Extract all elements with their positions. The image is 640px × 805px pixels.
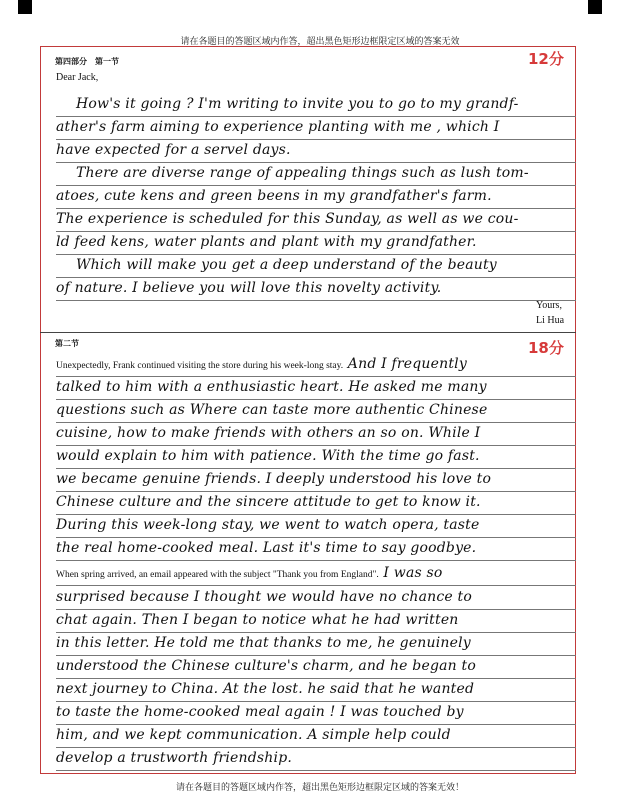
prompt-sentence-1: Unexpectedly, Frank continued visiting the store during his week-long stay.: [56, 361, 344, 371]
letter-line: ld feed kens, water plants and plant with my grandfather.: [56, 232, 576, 255]
handwritten-text: I was so: [383, 565, 443, 581]
continuation-line: During this week-long stay, we went to watch opera, taste: [56, 515, 576, 538]
continuation-line: Chinese culture and the sincere attitude to get to know it.: [56, 492, 576, 515]
prompt-sentence-2: When spring arrived, an email appeared with the subject "Thank you from England".: [56, 570, 379, 580]
continuation-line: chat again. Then I began to notice what he had written: [56, 610, 576, 633]
greeting: Dear Jack,: [56, 72, 99, 83]
continuation-line: would explain to him with patience. With the time go fast.: [56, 446, 576, 469]
continuation-line: we became genuine friends. I deeply understood his love to: [56, 469, 576, 492]
continuation-line: in this letter. He told me that thanks to me, he genuinely: [56, 633, 576, 656]
continuation-line: the real home-cooked meal. Last it's time to say goodbye.: [56, 538, 576, 561]
answer-area-notice-top: 请在各题目的答题区域内作答，超出黑色矩形边框限定区域的答案无效: [180, 37, 460, 47]
registration-mark-right: [588, 0, 602, 14]
section-divider: [40, 332, 576, 333]
continuation-line: next journey to China. At the lost. he said that he wanted: [56, 679, 576, 702]
letter-line: The experience is scheduled for this Sunday, as well as we cou-: [56, 209, 576, 232]
part2-heading: 第二节: [55, 339, 79, 348]
letter-line: atoes, cute kens and green beens in my grandfather's farm.: [56, 186, 576, 209]
letter-line: have expected for a servel days.: [56, 140, 576, 163]
continuation-line: [56, 563, 576, 586]
continuation-line: questions such as Where can taste more authentic Chinese: [56, 400, 576, 423]
letter-line: There are diverse range of appealing things such as lush tom-: [56, 163, 576, 186]
continuation-line: [56, 354, 576, 377]
part2-score: 18分: [528, 339, 564, 357]
closing: Yours,: [536, 300, 562, 311]
signature: Li Hua: [536, 315, 565, 326]
letter-line: ather's farm aiming to experience planting with me , which I: [56, 117, 576, 140]
registration-mark-left: [18, 0, 32, 14]
letter-line: Which will make you get a deep understand of the beauty: [56, 255, 576, 278]
part1-heading: 第四部分 第一节: [55, 57, 119, 66]
part1-score: 12分: [528, 50, 564, 68]
continuation-line: develop a trustworth friendship.: [56, 748, 576, 771]
continuation-line: to taste the home-cooked meal again ! I was touched by: [56, 702, 576, 725]
continuation-line: surprised because I thought we would have no chance to: [56, 587, 576, 610]
continuation-line: talked to him with a enthusiastic heart. He asked me many: [56, 377, 576, 400]
continuation-line: understood the Chinese culture's charm, and he began to: [56, 656, 576, 679]
continuation-line: cuisine, how to make friends with others an so on. While I: [56, 423, 576, 446]
answer-area-notice-bottom: 请在各题目的答题区域内作答，超出黑色矩形边框限定区域的答案无效！: [175, 783, 464, 793]
letter-line: of nature. I believe you will love this novelty activity.: [56, 278, 576, 301]
letter-line: How's it going ? I'm writing to invite you to go to my grandf-: [56, 94, 576, 117]
continuation-line: him, and we kept communication. A simple help could: [56, 725, 576, 748]
handwritten-text: And I frequently: [347, 356, 467, 372]
